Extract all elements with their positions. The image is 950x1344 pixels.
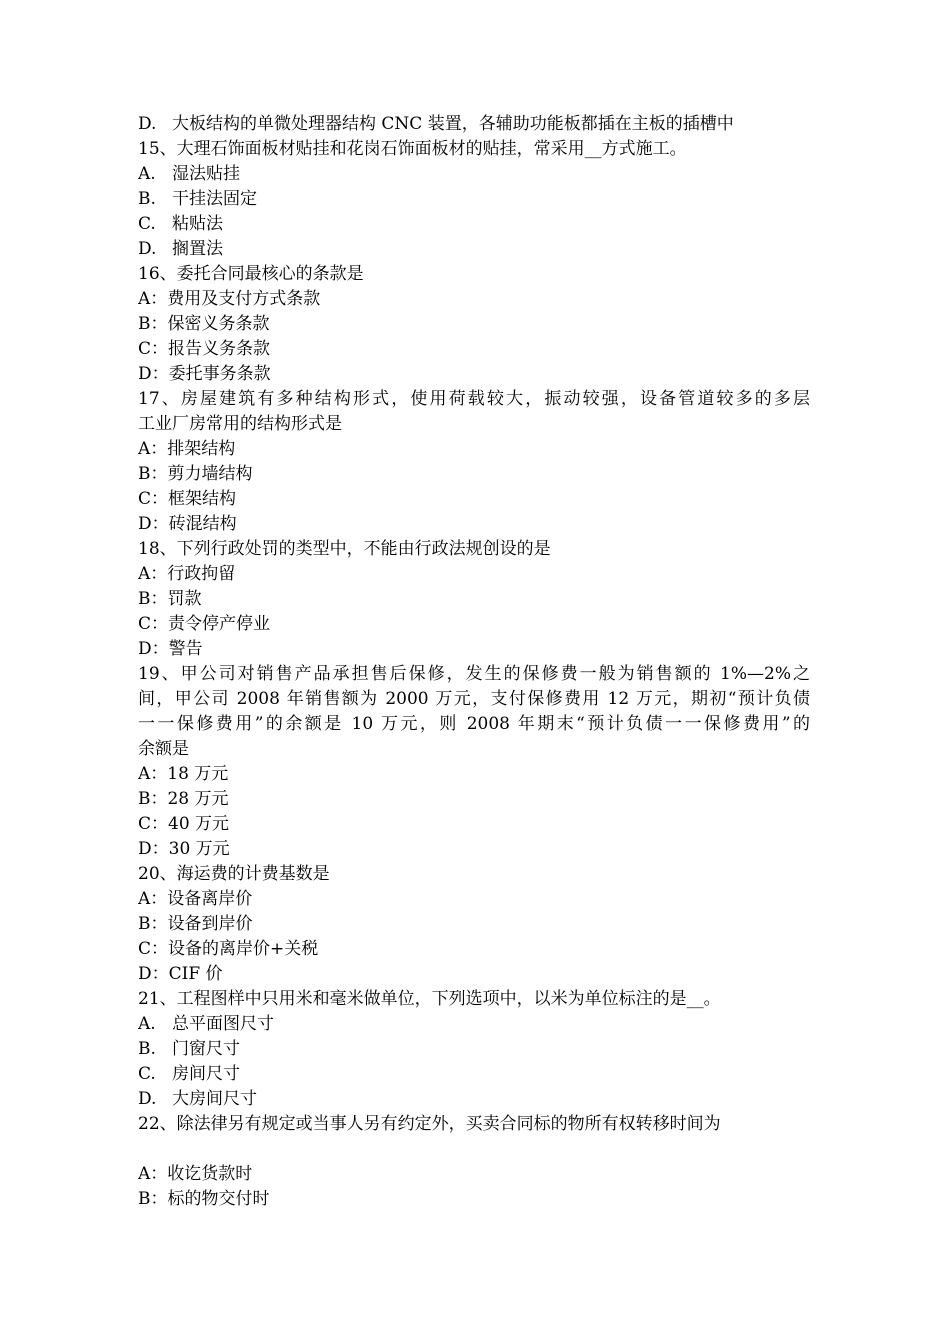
line-text: 21、工程图样中只用米和毫米做单位，下列选项中，以米为单位标注的是__。	[138, 989, 721, 1009]
line-text: 门窗尺寸	[172, 1039, 240, 1059]
text-line	[138, 612, 810, 637]
text-line	[138, 387, 810, 412]
line-text: 22、除法律另有规定或当事人另有约定外，买卖合同标的物所有权转移时间为	[138, 1114, 721, 1134]
option-line	[138, 187, 810, 212]
option-line	[138, 212, 810, 237]
text-line	[138, 537, 810, 562]
line-text: 房间尺寸	[172, 1064, 240, 1084]
blank-line	[138, 1137, 810, 1162]
line-text: C：责令停产停业	[138, 614, 271, 634]
option-line	[138, 1037, 810, 1062]
line-text: B：剪力墙结构	[138, 464, 253, 484]
line-text: D：30 万元	[138, 839, 230, 859]
option-line	[138, 1012, 810, 1037]
line-text: 湿法贴挂	[172, 164, 240, 184]
option-letter: D.	[138, 239, 157, 259]
line-text: A：排架结构	[138, 439, 236, 459]
line-text: 工业厂房常用的结构形式是	[138, 414, 342, 434]
text-line	[138, 837, 810, 862]
option-letter: A.	[138, 164, 156, 184]
line-text: D：委托事务条款	[138, 364, 271, 384]
line-text: 干挂法固定	[172, 189, 257, 209]
text-line	[138, 1162, 810, 1187]
line-text: 间，甲公司 2008 年销售额为 2000 万元，支付保修费用 12 万元，期初“预计负债	[138, 689, 810, 709]
line-text: 18、下列行政处罚的类型中，不能由行政法规创设的是	[138, 539, 551, 559]
document-body	[138, 112, 810, 1212]
line-text: D：警告	[138, 639, 203, 659]
line-text: B：罚款	[138, 589, 202, 609]
line-text: C：框架结构	[138, 489, 237, 509]
line-text: 大房间尺寸	[172, 1089, 257, 1109]
text-line	[138, 937, 810, 962]
option-letter: A.	[138, 1014, 156, 1034]
line-text: A：18 万元	[138, 764, 229, 784]
text-line	[138, 512, 810, 537]
text-line	[138, 637, 810, 662]
option-line	[138, 1087, 810, 1112]
text-line	[138, 1112, 810, 1137]
line-text: A：设备离岸价	[138, 889, 253, 909]
text-line	[138, 712, 810, 737]
text-line	[138, 1187, 810, 1212]
line-text: B：28 万元	[138, 789, 229, 809]
line-text: 余额是	[138, 739, 189, 759]
text-line	[138, 337, 810, 362]
line-text: 搁置法	[172, 239, 223, 259]
option-line	[138, 1062, 810, 1087]
option-letter: B.	[138, 1039, 156, 1059]
text-line	[138, 737, 810, 762]
text-line	[138, 862, 810, 887]
line-text: 总平面图尺寸	[172, 1014, 274, 1034]
line-text: 一一保修费用”的余额是 10 万元，则 2008 年期末“预计负债一一保修费用”的	[138, 714, 810, 734]
text-line	[138, 412, 810, 437]
line-text: A：行政拘留	[138, 564, 236, 584]
text-line	[138, 587, 810, 612]
option-letter: D.	[138, 1089, 157, 1109]
text-line	[138, 287, 810, 312]
line-text: A：收讫货款时	[138, 1164, 253, 1184]
option-letter: C.	[138, 214, 156, 234]
text-line	[138, 962, 810, 987]
option-line	[138, 237, 810, 262]
text-line	[138, 762, 810, 787]
line-text: 大板结构的单微处理器结构 CNC 装置，各辅助功能板都插在主板的插槽中	[172, 114, 734, 134]
line-text: 20、海运费的计费基数是	[138, 864, 330, 884]
text-line	[138, 687, 810, 712]
line-text: B：保密义务条款	[138, 314, 270, 334]
option-letter: C.	[138, 1064, 156, 1084]
line-text: B：标的物交付时	[138, 1189, 270, 1209]
text-line	[138, 787, 810, 812]
line-text: B：设备到岸价	[138, 914, 253, 934]
text-line	[138, 562, 810, 587]
text-line	[138, 987, 810, 1012]
line-text: 粘贴法	[172, 214, 223, 234]
line-text: D：砖混结构	[138, 514, 237, 534]
line-text: A：费用及支付方式条款	[138, 289, 321, 309]
text-line	[138, 312, 810, 337]
line-text: 19、甲公司对销售产品承担售后保修，发生的保修费一般为销售额的 1%—2%之	[138, 664, 810, 684]
line-text: D：CIF 价	[138, 964, 223, 984]
text-line	[138, 887, 810, 912]
line-text: 16、委托合同最核心的条款是	[138, 264, 364, 284]
text-line	[138, 262, 810, 287]
line-text: 17、房屋建筑有多种结构形式，使用荷载较大，振动较强，设备管道较多的多层	[138, 389, 810, 409]
line-text: 15、大理石饰面板材贴挂和花岗石饰面板材的贴挂，常采用__方式施工。	[138, 139, 687, 159]
text-line	[138, 662, 810, 687]
text-line	[138, 362, 810, 387]
option-letter: B.	[138, 189, 156, 209]
text-line	[138, 487, 810, 512]
line-text: C：设备的离岸价+关税	[138, 939, 319, 959]
line-text: C：40 万元	[138, 814, 230, 834]
text-line	[138, 812, 810, 837]
line-text: C：报告义务条款	[138, 339, 271, 359]
text-line	[138, 462, 810, 487]
text-line	[138, 137, 810, 162]
text-line	[138, 437, 810, 462]
option-line	[138, 112, 810, 137]
option-letter: D.	[138, 114, 157, 134]
option-line	[138, 162, 810, 187]
text-line	[138, 912, 810, 937]
